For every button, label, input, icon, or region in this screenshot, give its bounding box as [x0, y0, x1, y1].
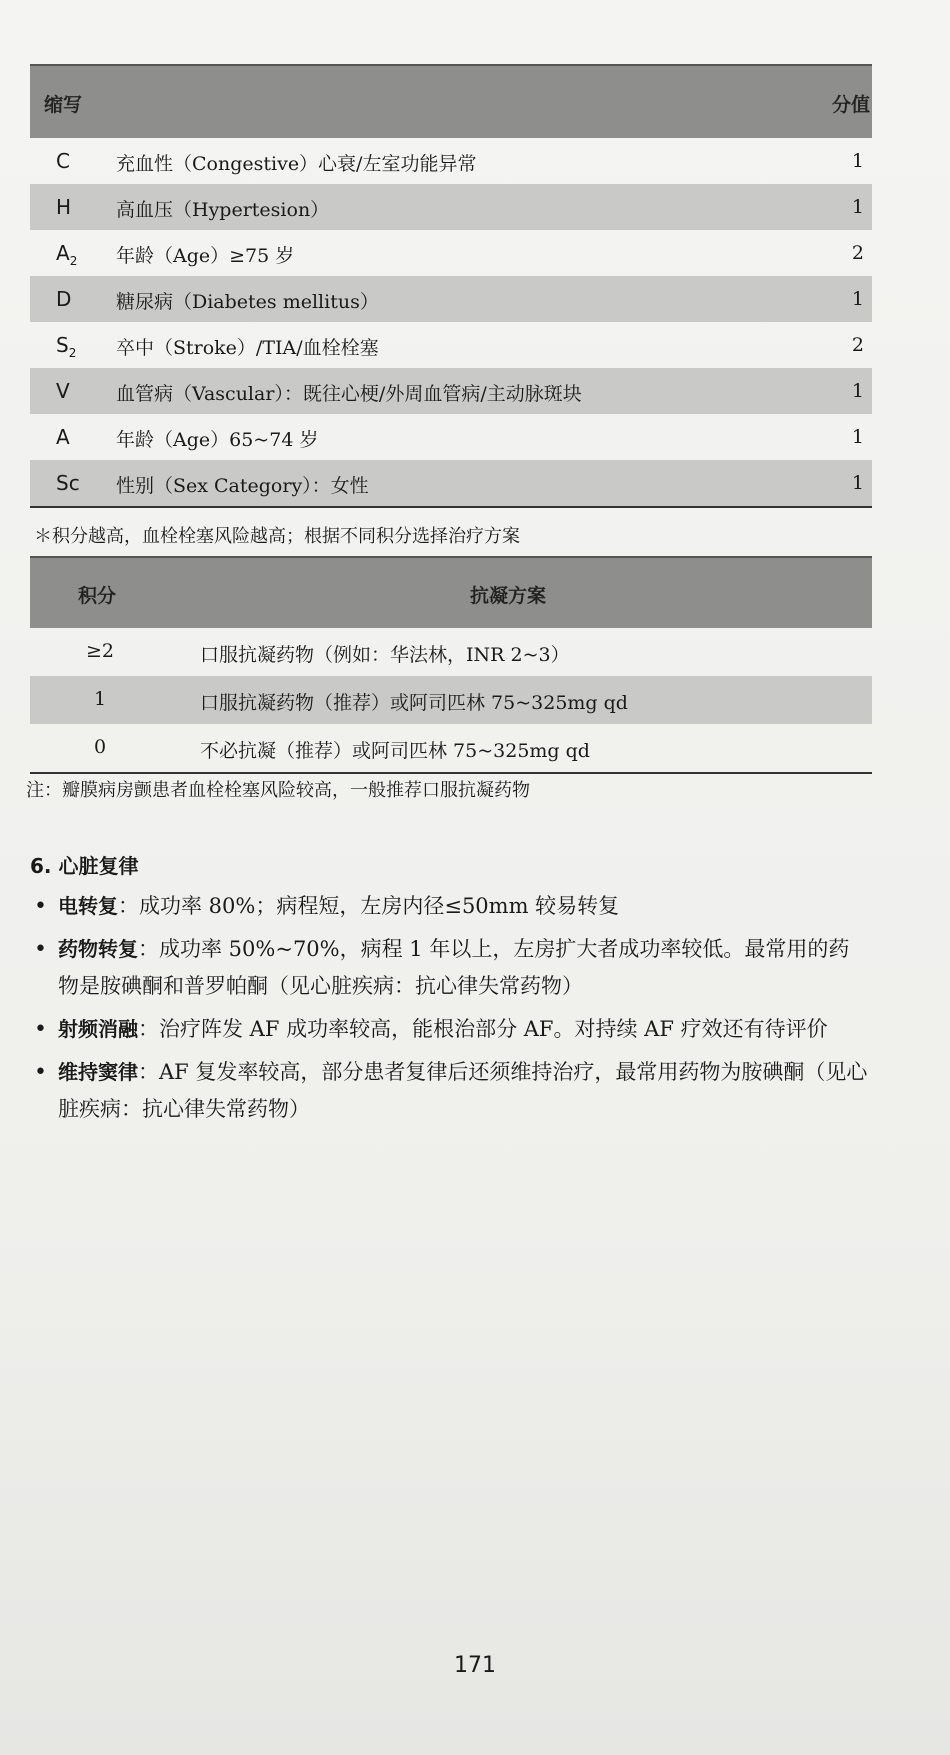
score-table-header	[30, 64, 872, 138]
list-item	[30, 1011, 870, 1048]
page-number: 171	[454, 1653, 496, 1678]
row-description: 性别（Sex Category）：女性	[116, 475, 369, 497]
bullet-term: 射频消融	[58, 1017, 138, 1041]
header-score: 分值	[831, 94, 870, 116]
score-table-body	[30, 138, 872, 508]
row-plan: 口服抗凝药物（例如：华法林，INR 2~3）	[200, 644, 570, 666]
row-abbr: H	[56, 195, 72, 219]
row-description: 年龄（Age）≥75 岁	[116, 245, 295, 267]
row-score: 1	[851, 196, 864, 218]
row-abbr: Sc	[56, 471, 80, 495]
row-plan: 不必抗凝（推荐）或阿司匹林 75~325mg qd	[200, 740, 590, 762]
row-score: 1	[851, 426, 864, 448]
table-row	[30, 628, 872, 676]
row-abbr: $A_2$	[56, 241, 78, 268]
row-abbr: A	[56, 425, 70, 449]
table-row	[30, 230, 872, 276]
bullet-dot-icon: •	[34, 937, 47, 962]
row-abbr: C	[56, 149, 70, 173]
row-score: 2	[851, 334, 864, 356]
bullet-text: ：成功率 80%；病程短，左房内径≤50mm 较易转复	[118, 894, 620, 918]
row-score: 2	[851, 242, 864, 264]
table-row	[30, 460, 872, 506]
table-row	[30, 368, 872, 414]
row-points: 1	[93, 688, 107, 710]
bullet-term: 药物转复	[58, 937, 138, 961]
table-row	[30, 414, 872, 460]
table-row	[30, 676, 872, 724]
row-description: 卒中（Stroke）/TIA/血栓栓塞	[116, 337, 379, 359]
bullet-dot-icon: •	[34, 1060, 47, 1085]
row-description: 血管病（Vascular）：既往心梗/外周血管病/主动脉斑块	[116, 383, 582, 405]
header-abbr: 缩写	[44, 94, 83, 116]
row-score: 1	[851, 380, 864, 402]
table-row	[30, 138, 872, 184]
table-row	[30, 276, 872, 322]
bullet-term: 维持窦律	[58, 1060, 138, 1084]
row-abbr: V	[56, 379, 70, 403]
table-row	[30, 724, 872, 772]
row-description: 年龄（Age）65~74 岁	[116, 429, 319, 451]
table-row	[30, 322, 872, 368]
header-plan: 抗凝方案	[470, 585, 547, 607]
row-abbr: D	[56, 287, 72, 311]
bullet-list	[30, 888, 870, 1134]
row-abbr: $S_2$	[56, 333, 77, 360]
therapy-table	[30, 556, 872, 774]
list-item	[30, 931, 870, 1005]
row-description: 糖尿病（Diabetes mellitus）	[116, 291, 379, 313]
row-points: ≥2	[85, 640, 114, 662]
header-points: 积分	[78, 585, 117, 607]
row-description: 高血压（Hypertesion）	[116, 199, 330, 221]
therapy-table-note: 注：瓣膜病房颤患者血栓栓塞风险较高，一般推荐口服抗凝药物	[26, 780, 530, 801]
bullet-text: ：治疗阵发 AF 成功率较高，能根治部分 AF。对持续 AF 疗效还有待评价	[138, 1017, 828, 1041]
row-score: 1	[851, 472, 864, 494]
row-description: 充血性（Congestive）心衰/左室功能异常	[116, 153, 477, 175]
score-table-footnote: ＊积分越高，血栓栓塞风险越高；根据不同积分选择治疗方案	[34, 526, 520, 547]
bullet-text: ：成功率 50%~70%，病程 1 年以上，左房扩大者成功率较低。最常用的药物是胺碘酮和普罗帕酮（见心脏疾病：抗心律失常药物）	[58, 937, 850, 998]
list-item	[30, 1054, 870, 1128]
row-score: 1	[851, 288, 864, 310]
score-table	[30, 64, 872, 508]
therapy-table-body	[30, 628, 872, 774]
table-row	[30, 184, 872, 230]
row-plan: 口服抗凝药物（推荐）或阿司匹林 75~325mg qd	[200, 692, 628, 714]
list-item	[30, 888, 870, 925]
bullet-text: ：AF 复发率较高，部分患者复律后还须维持治疗，最常用药物为胺碘酮（见心脏疾病：抗心律失常药物）	[58, 1060, 868, 1121]
bullet-dot-icon: •	[34, 894, 47, 919]
bullet-dot-icon: •	[34, 1017, 47, 1042]
row-score: 1	[851, 150, 864, 172]
row-points: 0	[93, 736, 107, 758]
bullet-term: 电转复	[58, 894, 118, 918]
therapy-table-header	[30, 556, 872, 628]
section-title: 6. 心脏复律	[30, 854, 139, 878]
